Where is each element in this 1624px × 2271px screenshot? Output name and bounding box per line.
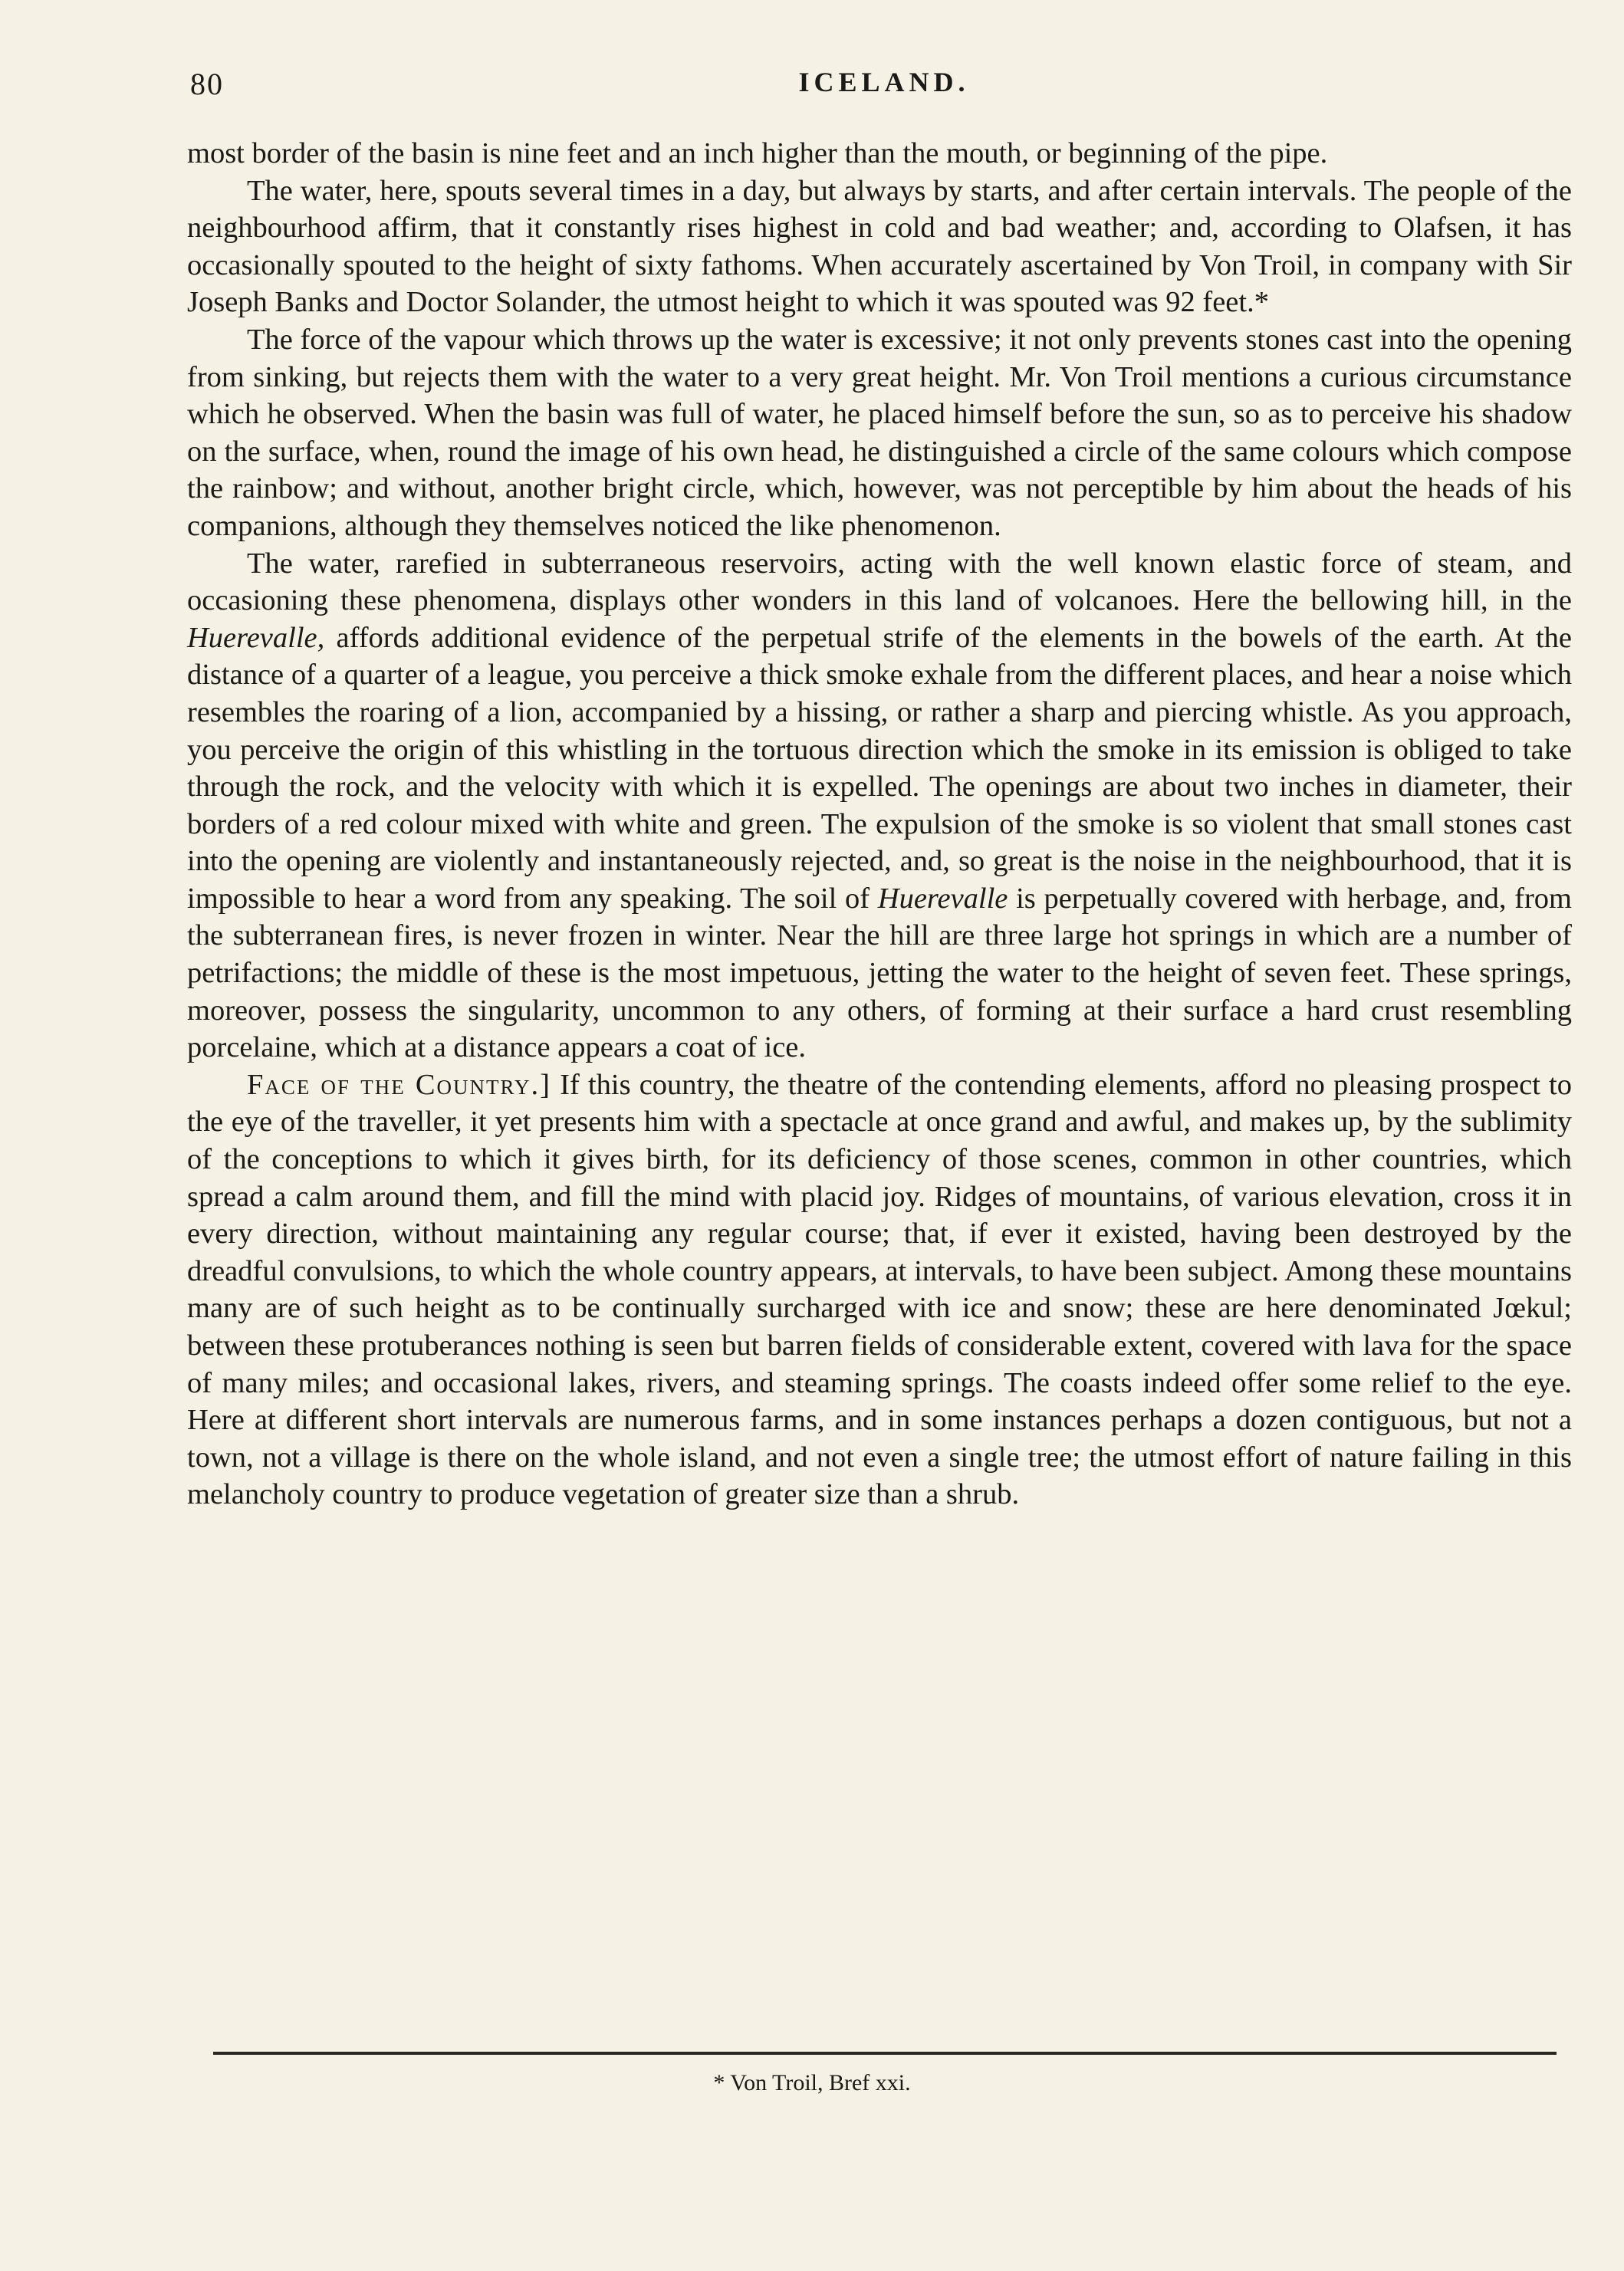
paragraph-p2 — [187, 321, 1572, 545]
paragraph-p3 — [187, 545, 1572, 1066]
paragraph-text: affords additional evidence of the perpetual strife of the elements in the bowels of the earth. At the distance of a quarter of a league, you perceive a thick smoke exhale from the different places, and hear a noise which resembles the roaring of a lion, accompanied by a hissing, or rather a sharp and piercing whistle. As you approach, you perceive the origin of this whistling in the tortuous direction which the smoke in its emission is obliged to take through the rock, and the velocity with which it is expelled. The openings are about two inches in diameter, their borders of a red colour mixed with white and green. The expulsion of the smoke is so violent that small stones cast into the opening are violently and instantaneously rejected, and, so great is the noise in the neighbourhood, that it is impossible to hear a word from any speaking. The soil of — [187, 621, 1572, 915]
paragraph-text: If this country, the theatre of the contending elements, afford no pleasing prospect to the eye of the traveller, it yet presents him with a spectacle at once grand and awful, and makes up, by the sublimity of the conceptions to which it gives birth, for its deficiency of those scenes, common in other countries, which spread a calm around them, and fill the mind with placid joy. Ridges of mountains, of various elevation, cross it in every direction, without maintaining any regular course; that, if ever it existed, having been destroyed by the dreadful convulsions, to which the whole country appears, at intervals, to have been subject. Among these mountains many are of such height as to be continually surcharged with ice and snow; these are here denominated Jœkul; between these protuberances nothing is seen but barren fields of considerable extent, covered with lava for the space of many miles; and occasional lakes, rivers, and steaming springs. The coasts indeed offer some relief to the eye. Here at different short intervals are numerous farms, and in some instances perhaps a dozen contiguous, but not a town, not a village is there on the whole island, and not even a single tree; the utmost effort of nature failing in this melancholy country to produce vegetation of greater size than a shrub. — [187, 1068, 1572, 1511]
paragraph-text: The water, rarefied in subterraneous reservoirs, acting with the well known elastic force of steam, and occasioning these phenomena, displays other wonders in this land of volcanoes. Here the bellowing hill, in the — [187, 547, 1572, 617]
footnote: * Von Troil, Bref xxi. — [713, 2070, 911, 2095]
footnote-rule — [213, 2052, 1557, 2055]
section-heading-inline: Face of the Country.] — [247, 1068, 551, 1101]
running-head: ICELAND. — [798, 67, 970, 97]
italic-place-name: Huerevalle, — [187, 621, 325, 654]
paragraph-text: The force of the vapour which throws up the water is excessive; it not only prevents stones cast into the opening from sinking, but rejects them with the water to a very great height. Mr. Von Troil mentions a curious circumstance which he observed. When the basin was full of water, he placed himself before the sun, so as to perceive his shadow on the surface, when, round the image of his own head, he distinguished a circle of the same colours which compose the rainbow; and without, another bright circle, which, however, was not perceptible by him about the heads of his companions, although they themselves noticed the like phenomenon. — [187, 323, 1572, 542]
page-number: 80 — [190, 67, 224, 101]
paragraph-p1 — [187, 173, 1572, 321]
paragraph-p4 — [187, 1066, 1572, 1513]
page-header — [190, 66, 1578, 112]
paragraph-text: most border of the basin is nine feet and an inch higher than the mouth, or beginning of the pipe. — [187, 137, 1328, 169]
paragraph-text: is perpetually covered with herbage, and, from the subterranean fires, is never frozen in winter. Near the hill are three large hot springs in which are a number of petrifactions; the middle of these is the most impetuous, jetting the water to the height of seven feet. These springs, moreover, possess the singularity, uncommon to any others, of forming at their surface a hard crust resembling porcelaine, which at a distance appears a coat of ice. — [187, 882, 1572, 1064]
body-text — [187, 135, 1572, 1513]
paragraph-p0 — [187, 135, 1572, 173]
paragraph-text: The water, here, spouts several times in a day, but always by starts, and after certain intervals. The people of the neighbourhood affirm, that it constantly rises highest in cold and bad weather; and, according to Olafsen, it has occasionally spouted to the height of sixty fathoms. When accurately ascertained by Von Troil, in company with Sir Joseph Banks and Doctor Solander, the utmost height to which it was spouted was 92 feet.* — [187, 174, 1572, 319]
italic-place-name: Huerevalle — [877, 882, 1008, 915]
